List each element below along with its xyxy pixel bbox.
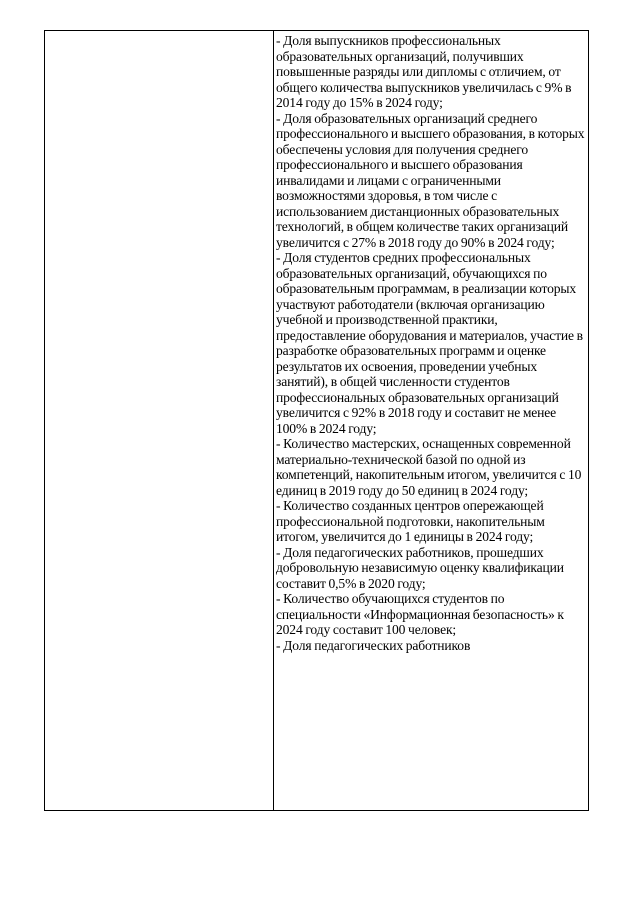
indicator-item: - Доля выпускников профессиональных образовательных организаций, получивших повышенные разряды или дипломы с отличием, от общего количества выпускников увеличилась с 9% в 2014 году до 15% в 2024 году; (276, 33, 572, 110)
table-row (45, 31, 589, 811)
table-cell-left (45, 31, 274, 811)
indicator-item: - Доля педагогических работников, прошедших добровольную независимую оценку квалификации составит 0,5% в 2020 году; (276, 544, 564, 591)
indicator-item: - Доля педагогических работников (276, 637, 471, 653)
indicator-item: - Количество мастерских, оснащенных современной материально-технической базой по одной из компетенций, накопительным итогом, увеличится с 10 единиц в 2019 году до 50 единиц в 2024 году; (276, 436, 582, 498)
indicators-table (44, 30, 589, 811)
indicator-item: - Доля студентов средних профессиональных образовательных организаций, обучающихся по образовательным программам, в реализации которых участвуют работодатели (включая организацию учебной и производственной практики, предоставление оборудования и материалов, участие в разработке образовательных программ и оценке результатов их освоения, проведении учебных занятий), в общей численности студентов профессиональных образовательных организаций увеличится с 92% в 2018 году и составит не менее 100% в 2024 году; (276, 250, 583, 436)
indicators-list (274, 31, 588, 653)
left-cell-text (45, 31, 273, 33)
table-cell-right (274, 31, 589, 811)
indicator-item: - Доля образовательных организаций среднего профессионального и высшего образования, в которых обеспечены условия для получения среднего профессионального и высшего образования инвалидами и лицами с ограниченными возможностями здоровья, в том числе с использованием дистанционных образовательных технологий, в общем количестве таких организаций увеличится с 27% в 2018 году до 90% в 2024 году; (276, 110, 585, 250)
indicator-item: - Количество обучающихся студентов по специальности «Информационная безопасность» к 2024 году составит 100 человек; (276, 591, 564, 637)
indicator-item: - Количество созданных центров опережающей профессиональной подготовки, накопительным итогом, увеличится до 1 единицы в 2024 году; (276, 498, 545, 544)
